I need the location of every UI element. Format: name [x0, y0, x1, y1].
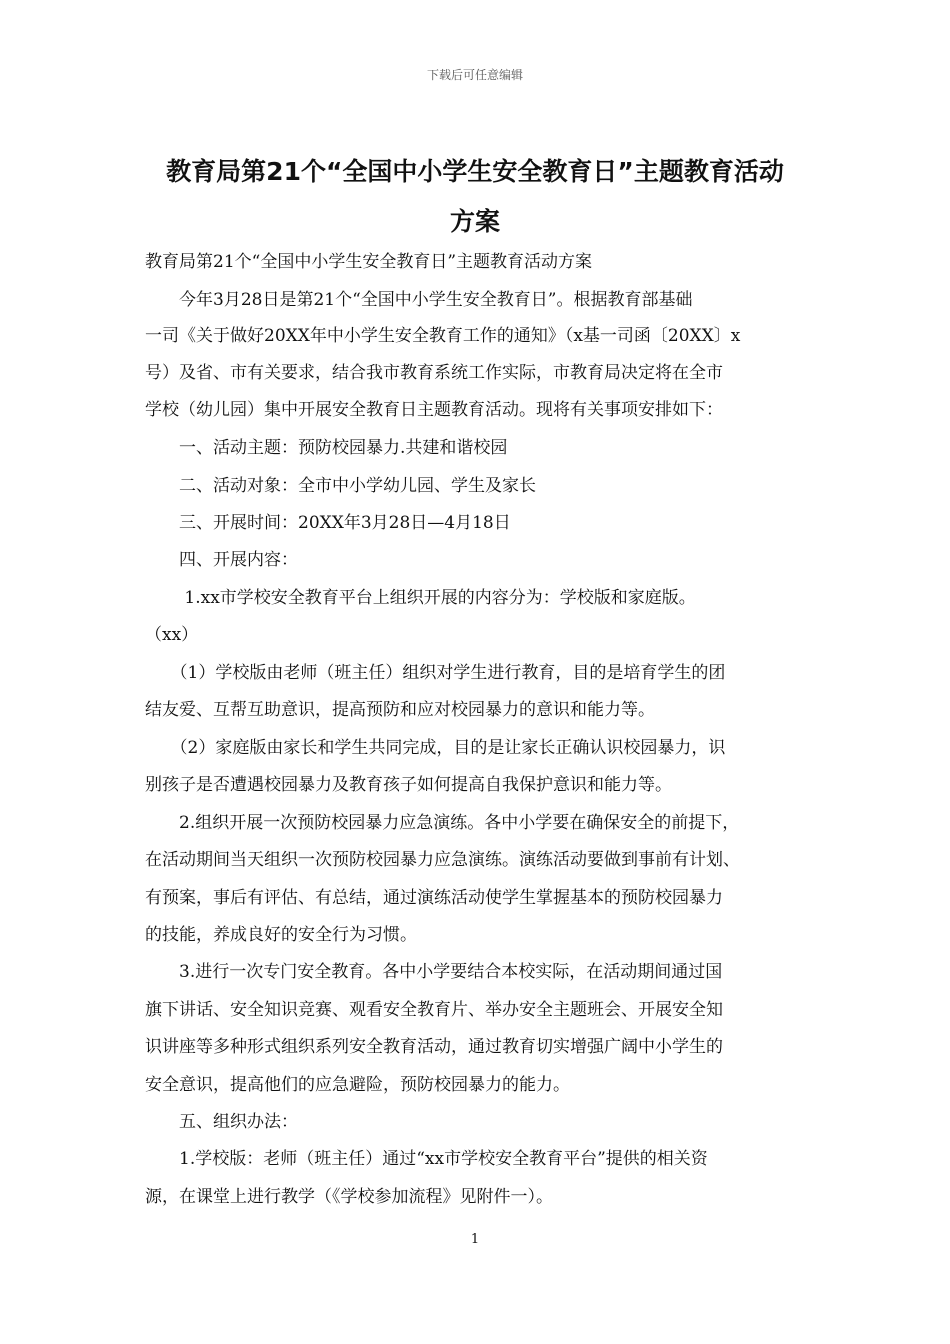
body-line: 2.组织开展一次预防校园暴力应急演练。各中小学要在确保安全的前提下，: [145, 813, 740, 833]
body-line: 五、组织办法：: [145, 1112, 298, 1132]
body-line: 的技能，养成良好的安全行为习惯。: [145, 925, 417, 945]
body-line: 学校（幼儿园）集中开展安全教育日主题教育活动。现将有关事项安排如下：: [145, 400, 723, 420]
body-line: 教育局第21个“全国中小学生安全教育日”主题教育活动方案: [145, 252, 593, 272]
body-line: 号）及省、市有关要求，结合我市教育系统工作实际，市教育局决定将在全市: [145, 363, 723, 383]
body-line: 今年3月28日是第21个“全国中小学生安全教育日”。根据教育部基础: [145, 290, 693, 310]
body-line: 源，在课堂上进行教学（《学校参加流程》见附件一）。: [145, 1187, 553, 1207]
document-title-line-2: 方案: [449, 207, 500, 236]
body-line: 结友爱、互帮互助意识，提高预防和应对校园暴力的意识和能力等。: [145, 700, 655, 720]
body-line: （xx）: [145, 625, 199, 645]
body-line: 安全意识，提高他们的应急避险，预防校园暴力的能力。: [145, 1075, 570, 1095]
body-line: 一、活动主题：预防校园暴力.共建和谐校园: [145, 438, 508, 458]
body-line: （2）家庭版由家长和学生共同完成，目的是让家长正确认识校园暴力，识: [145, 738, 726, 758]
body-line: 有预案，事后有评估、有总结，通过演练活动使学生掌握基本的预防校园暴力: [145, 888, 723, 908]
body-line: 1.学校版：老师（班主任）通过“xx市学校安全教育平台”提供的相关资: [145, 1149, 708, 1169]
body-line: 一司《关于做好20XX年中小学生安全教育工作的通知》（x基一司函〔20XX〕x: [145, 326, 741, 346]
document-title-line-1: 教育局第21个“全国中小学生安全教育日”主题教育活动: [166, 157, 784, 186]
body-line: 四、开展内容：: [145, 550, 298, 570]
body-line: 在活动期间当天组织一次预防校园暴力应急演练。演练活动要做到事前有计划、: [145, 850, 740, 870]
body-line: 二、活动对象：全市中小学幼儿园、学生及家长: [145, 476, 536, 496]
body-line: （1）学校版由老师（班主任）组织对学生进行教育，目的是培育学生的团: [145, 663, 726, 683]
body-line: 3.进行一次专门安全教育。各中小学要结合本校实际，在活动期间通过国: [145, 962, 723, 982]
body-line: 1.xx市学校安全教育平台上组织开展的内容分为：学校版和家庭版。: [145, 588, 696, 608]
body-line: 旗下讲话、安全知识竞赛、观看安全教育片、举办安全主题班会、开展安全知: [145, 1000, 723, 1020]
body-line: 别孩子是否遭遇校园暴力及教育孩子如何提高自我保护意识和能力等。: [145, 775, 672, 795]
body-line: 三、开展时间：20XX年3月28日—4月18日: [145, 513, 511, 533]
page-header: 下载后可任意编辑: [426, 68, 523, 82]
page-number: 1: [470, 1232, 480, 1247]
body-line: 识讲座等多种形式组织系列安全教育活动，通过教育切实增强广阔中小学生的: [145, 1037, 723, 1057]
